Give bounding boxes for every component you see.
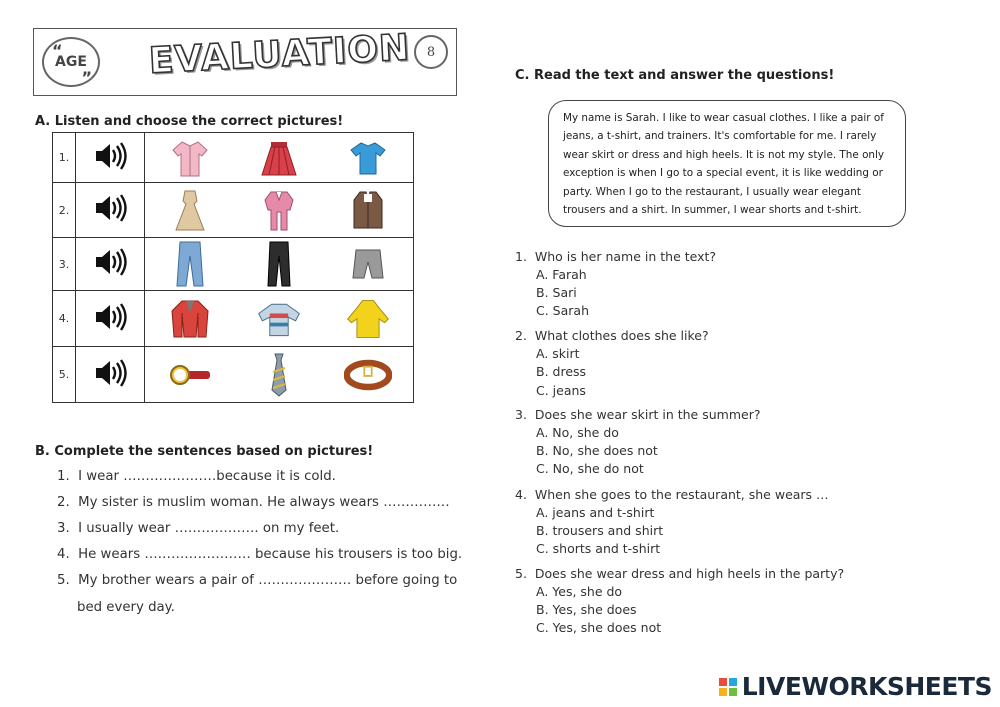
answer-option[interactable]: B. trousers and shirt <box>536 523 664 538</box>
speaker-icon[interactable] <box>93 373 127 392</box>
answer-option[interactable]: C. jeans <box>536 383 586 398</box>
table-row <box>53 347 414 403</box>
answer-option[interactable]: A. jeans and t-shirt <box>536 505 655 520</box>
suit-icon[interactable] <box>255 188 303 232</box>
tshirt-icon[interactable] <box>344 136 392 180</box>
sentence-text[interactable]: My brother wears a pair of ………………… before going to <box>78 573 458 588</box>
list-item: 5. My brother wears a pair of ………………… before going to <box>57 573 458 588</box>
speaker-icon[interactable] <box>93 208 127 227</box>
answer-option[interactable]: C. Yes, she does not <box>536 620 662 635</box>
brand-text: LIVEWORKSHEETS <box>741 672 992 701</box>
row-number: 1. <box>53 133 76 183</box>
answer-option[interactable]: A. Farah <box>536 267 587 282</box>
table-row <box>53 183 414 238</box>
skirt-icon[interactable] <box>255 136 303 180</box>
sentence-text[interactable]: I wear …………………because it is cold. <box>78 469 336 484</box>
list-item: 1. I wear …………………because it is cold. <box>57 469 336 484</box>
list-item: 4. He wears …………………… because his trousers is too big. <box>57 547 463 562</box>
question: 3. Does she wear skirt in the summer? <box>515 407 761 422</box>
liveworksheets-logo <box>718 672 992 701</box>
row-number: 5. <box>53 347 76 403</box>
question: 2. What clothes does she like? <box>515 328 709 343</box>
watch-icon[interactable] <box>166 353 214 397</box>
answer-option[interactable]: C. No, she do not <box>536 461 644 476</box>
answer-option[interactable]: A. Yes, she do <box>536 584 623 599</box>
speaker-icon[interactable] <box>93 262 127 281</box>
jeans-icon[interactable] <box>166 242 214 286</box>
speaker-icon[interactable] <box>93 317 127 336</box>
trousers-icon[interactable] <box>255 242 303 286</box>
listen-table <box>52 132 414 403</box>
sentence-text[interactable]: I usually wear ………………. on my feet. <box>78 521 340 536</box>
table-row <box>53 291 414 347</box>
list-item: 3. I usually wear ………………. on my feet. <box>57 521 340 536</box>
reading-passage: My name is Sarah. I like to wear casual clothes. I like a pair of jeans, a t-shirt, and trainers. It's comfortable for me. I rarely wear skirt or dress and high heels. It is not my style. The only exception is when I go to a special event, it is like wedding or party. When I go to the restaurant, I usually wear elegant trousers and a shirt. In summer, I wear shorts and t-shirt. <box>548 100 906 227</box>
page-title: EVALUATION <box>147 27 412 82</box>
row-number: 2. <box>53 183 76 238</box>
tie-icon[interactable] <box>255 353 303 397</box>
jacket-icon[interactable] <box>166 297 214 341</box>
answer-option[interactable]: C. shorts and t-shirt <box>536 541 661 556</box>
answer-option[interactable]: A. No, she do <box>536 425 619 440</box>
answer-option[interactable]: B. Yes, she does <box>536 602 637 617</box>
raincoat-icon[interactable] <box>344 297 392 341</box>
header-banner <box>33 28 457 96</box>
section-c-title: C. Read the text and answer the questions! <box>515 68 835 83</box>
question: 4. When she goes to the restaurant, she wears … <box>515 487 829 502</box>
age-logo: “ AGE ” <box>42 37 100 87</box>
shorts-icon[interactable] <box>344 242 392 286</box>
answer-option[interactable]: C. Sarah <box>536 303 589 318</box>
vest-icon[interactable] <box>344 188 392 232</box>
section-a-title: A. Listen and choose the correct pictures! <box>35 114 344 129</box>
table-row <box>53 133 414 183</box>
row-number: 3. <box>53 238 76 291</box>
shirt-icon[interactable] <box>166 136 214 180</box>
table-row <box>53 238 414 291</box>
list-item: 2. My sister is muslim woman. He always wears …………… <box>57 495 450 510</box>
row-number: 4. <box>53 291 76 347</box>
answer-option[interactable]: B. Sari <box>536 285 577 300</box>
liveworksheets-mark-icon <box>718 677 738 697</box>
speaker-icon[interactable] <box>93 156 127 175</box>
question: 1. Who is her name in the text? <box>515 249 717 264</box>
answer-option[interactable]: B. No, she does not <box>536 443 658 458</box>
sweater-icon[interactable] <box>255 297 303 341</box>
section-b-title: B. Complete the sentences based on pictures! <box>35 444 374 459</box>
page-number-badge: 8 <box>414 35 448 69</box>
belt-icon[interactable] <box>344 353 392 397</box>
sentence-text[interactable]: He wears …………………… because his trousers is too big. <box>78 547 463 562</box>
dress-icon[interactable] <box>166 188 214 232</box>
sentence-continuation: bed every day. <box>77 600 175 615</box>
answer-option[interactable]: A. skirt <box>536 346 580 361</box>
answer-option[interactable]: B. dress <box>536 364 587 379</box>
question: 5. Does she wear dress and high heels in the party? <box>515 566 845 581</box>
sentence-text[interactable]: My sister is muslim woman. He always wears …………… <box>78 495 450 510</box>
